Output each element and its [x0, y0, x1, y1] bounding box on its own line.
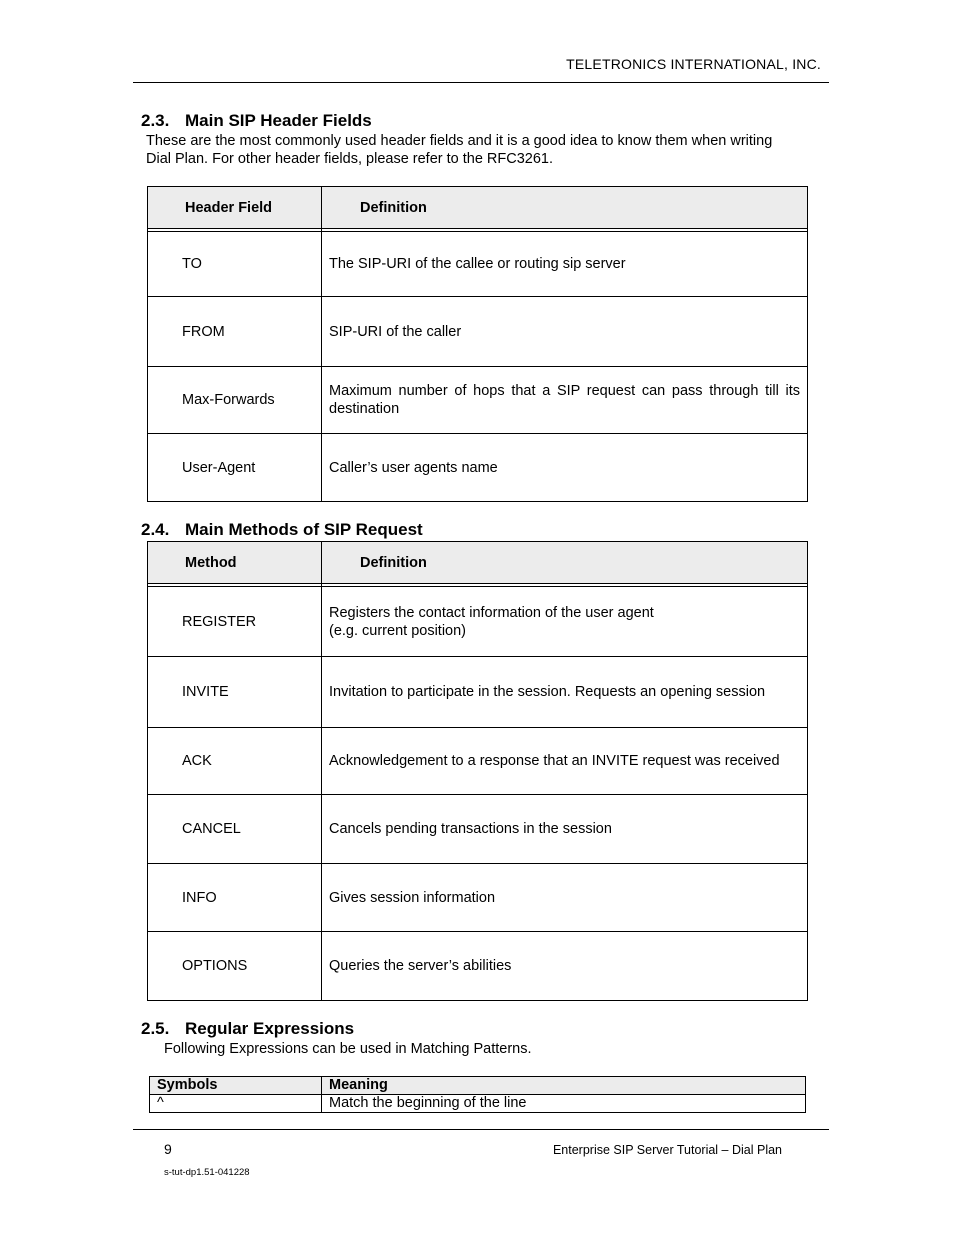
column-header: Method [148, 542, 322, 584]
method-cell: ACK [148, 728, 322, 795]
method-cell: REGISTER [148, 587, 322, 657]
company-name: TELETRONICS INTERNATIONAL, INC. [566, 56, 821, 72]
table-row [148, 434, 808, 502]
definition-cell: Queries the server’s abilities [322, 932, 808, 1001]
section-title: Main SIP Header Fields [185, 111, 372, 130]
column-header: Definition [322, 542, 808, 584]
definition-cell: Acknowledgement to a response that an INVITE request was received [322, 728, 808, 795]
table-row [148, 864, 808, 932]
field-cell: FROM [148, 297, 322, 367]
method-cell: CANCEL [148, 795, 322, 864]
symbol-cell: ^ [150, 1095, 322, 1113]
table-header-row [148, 542, 808, 584]
definition-cell: Invitation to participate in the session. Requests an opening session [322, 657, 808, 728]
field-cell: TO [148, 232, 322, 297]
table-row [148, 795, 808, 864]
definition-cell: SIP-URI of the caller [322, 297, 808, 367]
section-title: Main Methods of SIP Request [185, 520, 423, 539]
section-heading-regex [141, 1019, 354, 1039]
methods-table [147, 541, 808, 1001]
document-code: s-tut-dp1.51-041228 [164, 1167, 250, 1178]
column-header: Definition [322, 187, 808, 229]
section-intro: Following Expressions can be used in Matching Patterns. [164, 1041, 532, 1057]
method-cell: INFO [148, 864, 322, 932]
method-cell: INVITE [148, 657, 322, 728]
definition-cell: The SIP-URI of the callee or routing sip server [322, 232, 808, 297]
table-row [150, 1095, 806, 1113]
column-header: Symbols [150, 1077, 322, 1095]
intro-line: These are the most commonly used header fields and it is a good idea to know them when writing [146, 133, 773, 149]
regex-table [149, 1076, 806, 1113]
table-header-row [150, 1077, 806, 1095]
section-heading-header-fields [141, 111, 372, 131]
section-title: Regular Expressions [185, 1019, 355, 1038]
section-number: 2.4. [141, 520, 170, 539]
page-number: 9 [164, 1141, 172, 1157]
header-fields-table [147, 186, 808, 502]
field-cell: Max-Forwards [148, 367, 322, 434]
intro-line: Dial Plan. For other header fields, please refer to the RFC3261. [146, 151, 554, 167]
definition-cell: Cancels pending transactions in the session [322, 795, 808, 864]
table-row [148, 297, 808, 367]
section-heading-methods [141, 520, 423, 540]
method-cell: OPTIONS [148, 932, 322, 1001]
definition-line: Registers the contact information of the user agent [329, 604, 654, 621]
table-row [148, 728, 808, 795]
column-header: Header Field [148, 187, 322, 229]
table-row [148, 932, 808, 1001]
table-row [148, 367, 808, 434]
document-title: Enterprise SIP Server Tutorial – Dial Plan [552, 1143, 782, 1157]
field-cell: User-Agent [148, 434, 322, 502]
header-rule [133, 82, 829, 83]
table-row [148, 587, 808, 657]
definition-cell: Caller’s user agents name [322, 434, 808, 502]
meaning-cell: Match the beginning of the line [322, 1095, 806, 1113]
column-header: Meaning [322, 1077, 806, 1095]
definition-cell [322, 587, 808, 657]
definition-line: (e.g. current position) [329, 622, 467, 639]
definition-cell: Gives session information [322, 864, 808, 932]
table-row [148, 232, 808, 297]
table-header-row [148, 187, 808, 229]
definition-cell: Maximum number of hops that a SIP request can pass through till its destination [322, 367, 808, 434]
section-intro [146, 132, 772, 168]
footer-rule [133, 1129, 829, 1130]
section-number: 2.5. [141, 1019, 170, 1038]
section-number: 2.3. [141, 111, 170, 130]
table-row [148, 657, 808, 728]
